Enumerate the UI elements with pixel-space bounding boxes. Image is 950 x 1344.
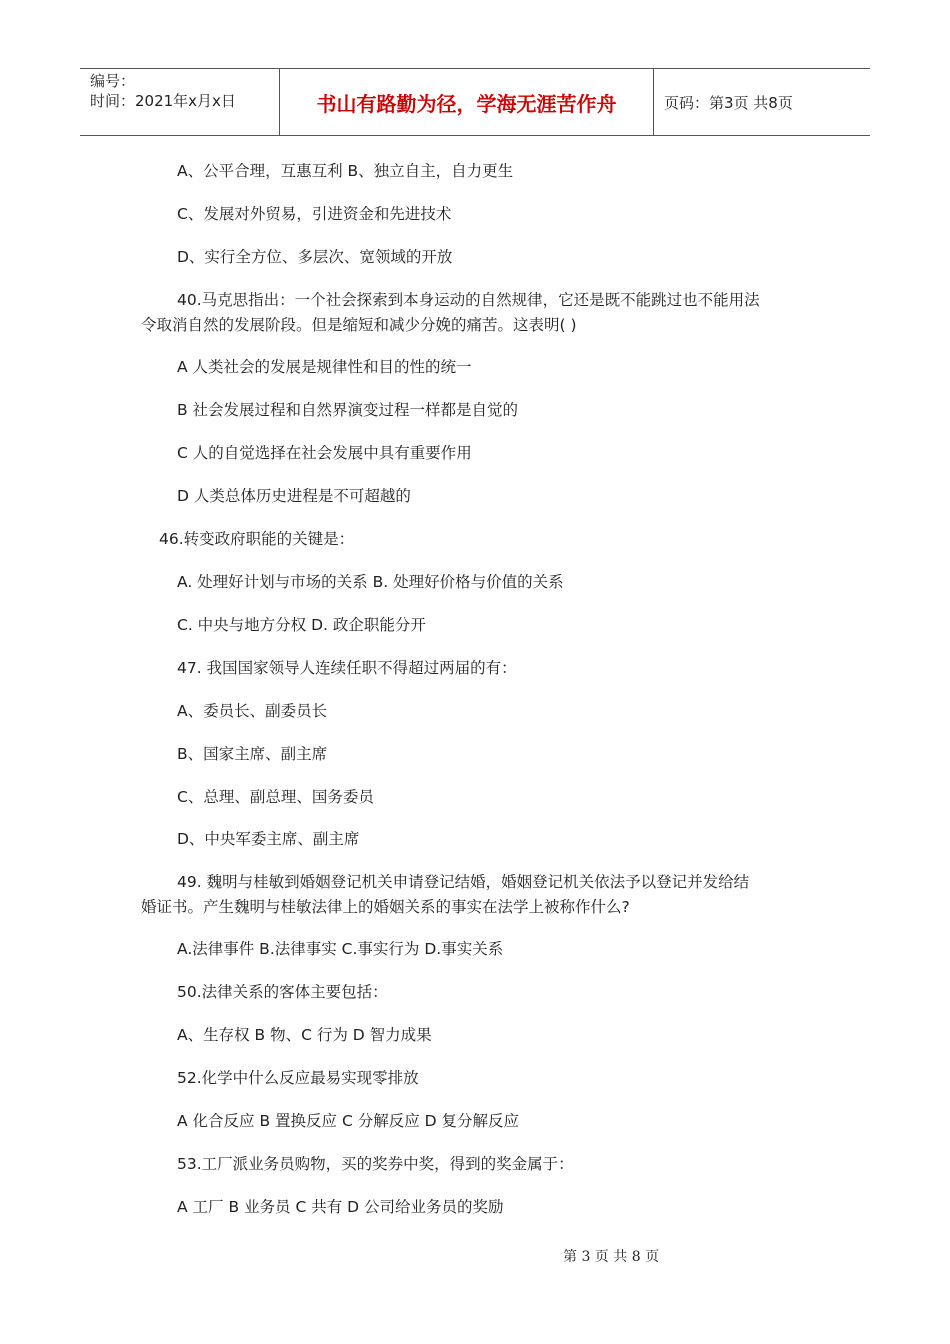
text-line: 52.化学中什么反应最易实现零排放: [177, 1069, 419, 1087]
text-line: A、公平合理，互惠互利 B、独立自主，自力更生: [177, 162, 514, 180]
text-line: C、发展对外贸易，引进资金和先进技术: [177, 205, 452, 223]
text-line: A、委员长、副委员长: [177, 702, 328, 720]
text-line: A 人类社会的发展是规律性和目的性的统一: [177, 358, 472, 376]
text-line: 49. 魏明与桂敏到婚姻登记机关申请登记结婚，婚姻登记机关依法予以登记并发给结: [177, 873, 750, 891]
text-line: 53.工厂派业务员购物，买的奖券中奖，得到的奖金属于：: [177, 1155, 574, 1173]
text-line: B、国家主席、副主席: [177, 745, 328, 763]
text-line: A 化合反应 B 置换反应 C 分解反应 D 复分解反应: [177, 1112, 519, 1130]
text-line: 50.法律关系的客体主要包括：: [177, 983, 388, 1001]
page-footer: 第 3 页 共 8 页: [563, 1249, 660, 1265]
text-line: D、实行全方位、多层次、宽领域的开放: [177, 248, 453, 266]
text-line: C、总理、副总理、国务委员: [177, 788, 374, 806]
text-line: A. 处理好计划与市场的关系 B. 处理好价格与价值的关系: [177, 573, 564, 591]
text-line: D、中央军委主席、副主席: [177, 830, 360, 848]
text-line: B 社会发展过程和自然界演变过程一样都是自觉的: [177, 401, 519, 419]
number-label: 编号：: [90, 72, 136, 90]
text-line: 46.转变政府职能的关键是：: [159, 530, 355, 548]
text-line: A、生存权 B 物、C 行为 D 智力成果: [177, 1026, 432, 1044]
text-line: 令取消自然的发展阶段。但是缩短和减少分娩的痛苦。这表明( ): [141, 316, 577, 334]
page-header: [80, 68, 870, 136]
text-line: D 人类总体历史进程是不可超越的: [177, 487, 411, 505]
text-line: A 工厂 B 业务员 C 共有 D 公司给业务员的奖励: [177, 1198, 504, 1216]
header-page-info: 页码：第3页 共8页: [664, 93, 793, 112]
text-line: 婚证书。产生魏明与桂敏法律上的婚姻关系的事实在法学上被称作什么?: [141, 898, 630, 916]
header-motto: 书山有路勤为径，学海无涯苦作舟: [280, 69, 654, 135]
text-line: C 人的自觉选择在社会发展中具有重要作用: [177, 444, 472, 462]
text-line: A.法律事件 B.法律事实 C.事实行为 D.事实关系: [177, 940, 504, 958]
text-line: C. 中央与地方分权 D. 政企职能分开: [177, 616, 426, 634]
text-line: 47. 我国国家领导人连续任职不得超过两届的有：: [177, 659, 517, 677]
header-left-cell: [80, 69, 280, 135]
time-label: 时间：2021年x月x日: [90, 92, 236, 110]
text-line: 40.马克思指出：一个社会探索到本身运动的自然规律，它还是既不能跳过也不能用法: [177, 291, 760, 309]
